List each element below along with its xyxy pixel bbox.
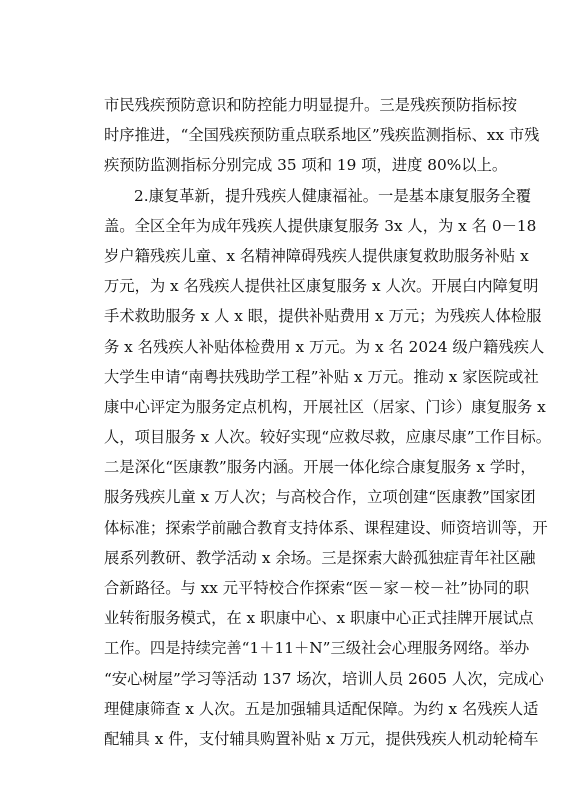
- text-line: 岁户籍残疾儿童、x 名精神障碍残疾人提供康复救助服务补贴 x: [104, 246, 529, 265]
- text-line: 务 x 名残疾人补贴体检费用 x 万元。为 x 名 2024 级户籍残疾人: [104, 337, 545, 356]
- text-line: 工作。四是持续完善“1＋11＋N”三级社会心理服务网络。举办: [104, 639, 530, 658]
- text-line: 大学生申请“南粤扶残助学工程”补贴 x 万元。推动 x 家医院或社: [104, 367, 539, 386]
- body-text: [104, 90, 552, 754]
- text-line: 康中心评定为服务定点机构，开展社区（居家、门诊）康复服务 x: [104, 397, 546, 416]
- text-line: 手术救助服务 x 人 x 眼，提供补贴费用 x 万元；为残疾人体检服: [104, 307, 542, 326]
- text-line: 万元，为 x 名残疾人提供社区康复服务 x 人次。开展白内障复明: [104, 277, 539, 296]
- text-line: 服务残疾儿童 x 万人次；与高校合作，立项创建“医康教”国家团: [104, 488, 536, 507]
- text-line: 盖。全区全年为成年残疾人提供康复服务 3x 人，为 x 名 0－18: [104, 216, 537, 235]
- text-line: 二是深化“医康教”服务内涵。开展一体化综合康复服务 x 学时，: [104, 458, 536, 477]
- text-line: 展系列教研、教学活动 x 余场。三是探索大龄孤独症青年社区融: [104, 548, 536, 567]
- text-line: 人，项目服务 x 人次。较好实现“应救尽救，应康尽康”工作目标。: [104, 428, 552, 447]
- text-line: 疾预防监测指标分别完成 35 项和 19 项，进度 80%以上。: [104, 156, 508, 175]
- text-line: “安心树屋”学习等活动 137 场次，培训人员 2605 人次，完成心: [104, 669, 544, 688]
- text-line: 合新路径。与 xx 元平特校合作探索“医－家－校－社”协同的职: [104, 579, 530, 597]
- text-line: 业转衔服务模式，在 x 职康中心、x 职康中心正式挂牌开展试点: [104, 609, 534, 628]
- text-line: 时序推进，“全国残疾预防重点联系地区”残疾监测指标、xx 市残: [104, 126, 540, 145]
- text-line: 体标准；探索学前融合教育支持体系、课程建设、师资培训等，开: [104, 518, 548, 537]
- text-line: 理健康筛查 x 人次。五是加强辅具适配保障。为约 x 名残疾人适: [104, 699, 539, 718]
- text-line: 市民残疾预防意识和防控能力明显提升。三是残疾预防指标按: [104, 96, 518, 114]
- paragraph-heading-line: 2.康复革新，提升残疾人健康福祉。一是基本康复服务全覆: [134, 186, 532, 205]
- text-line: 配辅具 x 件，支付辅具购置补贴 x 万元，提供残疾人机动轮椅车: [104, 729, 539, 748]
